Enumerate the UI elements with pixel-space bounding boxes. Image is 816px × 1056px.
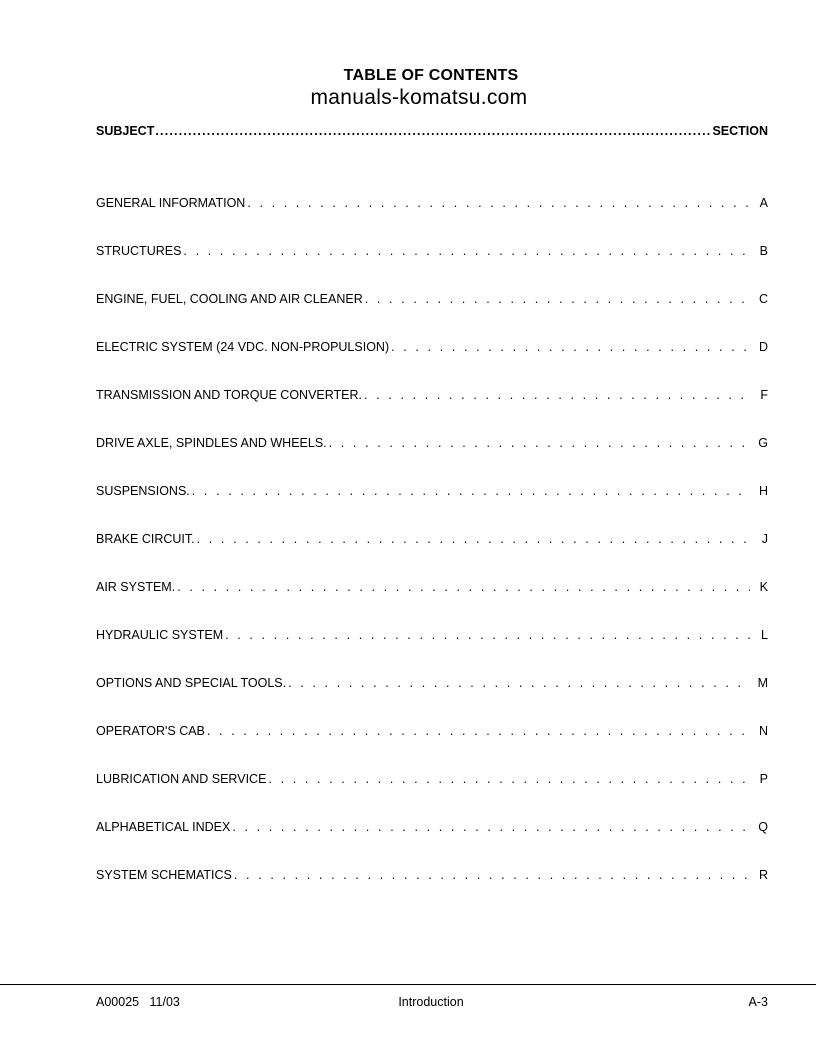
dot-leader xyxy=(195,532,750,546)
toc-entry-label: ELECTRIC SYSTEM (24 VDC. NON-PROPULSION) xyxy=(96,340,390,354)
toc-entry[interactable] xyxy=(96,724,768,738)
dot-leader xyxy=(327,436,750,450)
dot-leader xyxy=(181,244,750,258)
toc-entry[interactable] xyxy=(96,580,768,594)
toc-entry[interactable] xyxy=(96,820,768,834)
subject-column-label: SUBJECT xyxy=(96,124,155,138)
dot-leader xyxy=(362,388,750,402)
dot-leader xyxy=(363,292,750,306)
footer-chapter: Introduction xyxy=(398,995,464,1009)
toc-entry-section: L xyxy=(761,628,768,642)
toc-entry-section: N xyxy=(758,724,768,738)
toc-entry-section: M xyxy=(757,676,768,690)
toc-entry-section: C xyxy=(758,292,768,306)
dot-leader xyxy=(223,628,750,642)
toc-entry-label: BRAKE CIRCUIT. xyxy=(96,532,195,546)
toc-entry-label: HYDRAULIC SYSTEM xyxy=(96,628,224,642)
section-column-label: SECTION xyxy=(712,124,768,138)
toc-entry-label: OPERATOR'S CAB xyxy=(96,724,205,738)
toc-entry-label: TRANSMISSION AND TORQUE CONVERTER. xyxy=(96,388,363,402)
toc-entry[interactable] xyxy=(96,772,768,786)
toc-entry[interactable] xyxy=(96,388,768,402)
toc-entry-label: OPTIONS AND SPECIAL TOOLS. xyxy=(96,676,287,690)
toc-entry-label: LUBRICATION AND SERVICE xyxy=(96,772,267,786)
toc-entry[interactable] xyxy=(96,292,768,306)
toc-entry-section: Q xyxy=(758,820,768,834)
watermark-text: manuals-komatsu.com xyxy=(310,86,528,109)
toc-entry[interactable] xyxy=(96,484,768,498)
toc-entry-section: F xyxy=(760,388,768,402)
dot-leader xyxy=(245,196,750,210)
toc-entry[interactable] xyxy=(96,868,768,882)
toc-entry[interactable] xyxy=(96,244,768,258)
toc-entry-section: D xyxy=(758,340,768,354)
dot-leader xyxy=(286,676,750,690)
toc-header-row xyxy=(96,124,768,138)
toc-entry-label: GENERAL INFORMATION xyxy=(96,196,246,210)
footer-page-number: A-3 xyxy=(748,995,768,1009)
toc-entry[interactable] xyxy=(96,436,768,450)
toc-entry[interactable] xyxy=(96,196,768,210)
dot-leader xyxy=(232,868,750,882)
dot-leader xyxy=(190,484,750,498)
toc-entry-label: STRUCTURES xyxy=(96,244,182,258)
toc-entry-section: R xyxy=(758,868,768,882)
page-title: TABLE OF CONTENTS xyxy=(343,67,519,84)
dot-leader xyxy=(389,340,750,354)
dot-leader xyxy=(175,580,750,594)
toc-entry-label: ALPHABETICAL INDEX xyxy=(96,820,231,834)
toc-entry[interactable] xyxy=(96,532,768,546)
toc-entry-section: H xyxy=(758,484,768,498)
toc-entry[interactable] xyxy=(96,628,768,642)
dot-leader xyxy=(230,820,750,834)
toc-entry-section: A xyxy=(759,196,768,210)
footer-doc-code: A00025 11/03 xyxy=(96,995,180,1009)
toc-entry-label: ENGINE, FUEL, COOLING AND AIR CLEANER xyxy=(96,292,363,306)
toc-entry-section: G xyxy=(758,436,768,450)
toc-entry[interactable] xyxy=(96,340,768,354)
toc-entry-section: P xyxy=(759,772,768,786)
dot-leader xyxy=(266,772,750,786)
toc-entry-section: B xyxy=(759,244,768,258)
toc-entry-section: J xyxy=(761,532,768,546)
toc-entry[interactable] xyxy=(96,676,768,690)
toc-entry-label: DRIVE AXLE, SPINDLES AND WHEELS. xyxy=(96,436,327,450)
dot-leader xyxy=(205,724,750,738)
toc-entry-section: K xyxy=(759,580,768,594)
toc-entry-label: SYSTEM SCHEMATICS xyxy=(96,868,232,882)
dot-leader xyxy=(154,124,712,138)
toc-entry-label: AIR SYSTEM. xyxy=(96,580,176,594)
toc-entry-label: SUSPENSIONS. xyxy=(96,484,190,498)
footer-divider xyxy=(0,984,816,985)
